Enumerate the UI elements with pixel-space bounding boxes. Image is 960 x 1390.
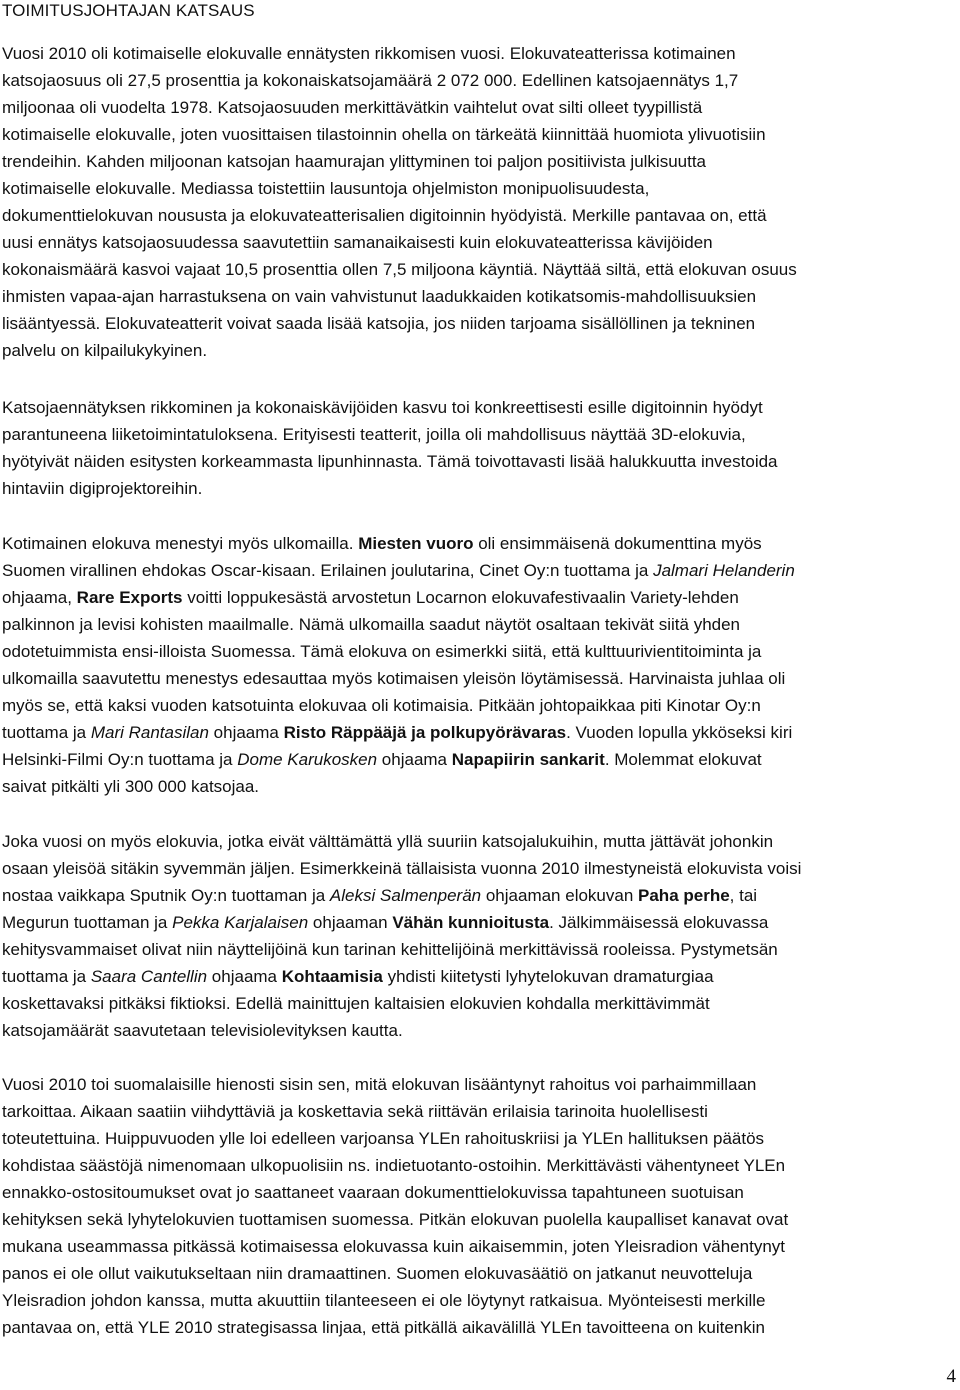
text-line [2,424,746,446]
text-run: osaan yleisöä sitäkin syvemmän jäljen. Esimerkkeinä tällaisista vuonna 2010 ilmestyneistä elokuvista voisi [2,859,802,878]
text-line [2,232,713,254]
text-run: ohjaaman [308,913,393,932]
text-line [2,1290,766,1312]
text-run: voitti loppukesästä arvostetun Locarnon elokuvafestivaalin Variety-lehden [182,588,739,607]
text-run: Yleisradion johdon kanssa, mutta akuuttiin tilanteeseen ei ole löytynyt ratkaisua. Myönteisesti merkille [2,1291,766,1310]
text-line [2,912,768,934]
text-line [2,151,706,173]
text-line [2,1236,785,1258]
text-line [2,1209,788,1231]
text-run: palvelu on kilpailukykyinen. [2,341,208,360]
text-line [2,695,761,717]
text-run: saivat pitkälti yli 300 000 katsojaa. [2,777,260,796]
text-line [2,1182,744,1204]
film-title: Rare Exports [76,588,183,607]
text-line [2,259,797,281]
text-line [2,70,738,92]
text-run: . Jälkimmäisessä elokuvassa [549,913,769,932]
text-run: katsojamäärät saavutetaan televisiolevityksen kautta. [2,1021,403,1040]
text-line [2,858,801,880]
text-run: Joka vuosi on myös elokuvia, jotka eivät välttämättä yllä suuriin katsojalukuihin, mutta jättävät johonkin [2,832,774,851]
text-run: Katsojaennätyksen rikkominen ja kokonaiskävijöiden kasvu toi konkreettisesti esille digitoinnin hyödyt [2,398,763,417]
text-run: ohjaama [377,750,452,769]
text-run: . Molemmat elokuvat [604,750,762,769]
text-run: Vuosi 2010 oli kotimaiselle elokuvalle ennätysten rikkomisen vuosi. Elokuvateatterissa kotimainen [2,44,736,63]
director-name: Dome Karukosken [237,750,378,769]
text-run: parantuneena liiketoimintatuloksena. Erityisesti teatterit, joilla oli mahdollisuus näyttää 3D-elokuvia, [2,425,746,444]
film-title: Napapiirin sankarit [451,750,605,769]
text-run: dokumenttielokuvan noususta ja elokuvateatterisalien digitoinnin hyödyistä. Merkille pantavaa on, että [2,206,767,225]
page-number: 4 [946,1366,956,1387]
film-title: Miesten vuoro [358,534,474,553]
text-run: kotimaiselle elokuvalle. Mediassa toistettiin lausuntoja ohjelmiston monipuolisuudesta, [2,179,650,198]
text-run: ennakko-ostositoumukset ovat jo saattaneet vaaraan dokumenttielokuvissa tapahtuneen suotuisan [2,1183,744,1202]
text-line [2,966,714,988]
director-name: Aleksi Salmenperän [329,886,482,905]
text-line [2,43,736,65]
text-run: tarkoittaa. Aikaan saatiin viihdyttäviä ja koskettavia sekä riittävän erilaisia tarinoita huolellisesti [2,1102,708,1121]
text-run: kohdistaa säästöjä nimenomaan ulkopuolisiin ns. indietuotanto-ostoihin. Merkittävästi vähentyneet YLEn [2,1156,786,1175]
text-run: myös se, että kaksi vuoden katsotuinta elokuvaa oli kotimaisia. Pitkään johtopaikkaa piti Kinotar Oy:n [2,696,761,715]
text-line [2,776,259,798]
director-name: Saara Cantellin [90,967,208,986]
text-run: Suomen virallinen ehdokas Oscar-kisaan. Erilainen joulutarina, Cinet Oy:n tuottama ja [2,561,654,580]
director-name: Pekka Karjalaisen [172,913,309,932]
text-line [2,668,785,690]
director-name: Jalmari Helanderin [653,561,795,580]
text-run: mukana useammassa pitkässä kotimaisessa elokuvassa kuin aikaisemmin, joten Yleisradion vähentynyt [2,1237,786,1256]
text-run: nostaa vaikkapa Sputnik Oy:n tuottaman ja [2,886,330,905]
text-run: ohjaaman elokuvan [481,886,639,905]
text-run: ohjaama [207,967,282,986]
film-title: Kohtaamisia [281,967,383,986]
text-run: , tai [729,886,758,905]
text-run: kokonaismäärä kasvoi vajaat 10,5 prosenttia ollen 7,5 miljoona käyntiä. Näyttää siltä, että elokuvan osuus [2,260,797,279]
text-run: tuottama ja [2,723,91,742]
text-run: ohjaama, [2,588,77,607]
text-run: trendeihin. Kahden miljoonan katsojan haamurajan ylittyminen toi paljon positiivista julkisuutta [2,152,707,171]
text-line [2,397,763,419]
text-line [2,939,778,961]
text-line [2,340,207,362]
text-run: Megurun tuottaman ja [2,913,173,932]
text-run: uusi ennätys katsojaosuudessa saavutettiin samanaikaisesti kuin elokuvateatterissa kävijöiden [2,233,713,252]
text-run: Vuosi 2010 toi suomalaisille hienosti sisin sen, mitä elokuvan lisääntynyt rahoitus voi parhaimmillaan [2,1075,757,1094]
text-line [2,587,739,609]
text-run: kotimaiselle elokuvalle, joten vuosittaisen tilastoinnin ohella on tärkeätä kiinnittää huomiota ylivuotisiin [2,125,766,144]
text-line [2,124,766,146]
text-line [2,286,756,308]
text-line [2,178,649,200]
text-line [2,993,710,1015]
text-run: katsojaosuus oli 27,5 prosenttia ja kokonaiskatsojamäärä 2 072 000. Edellinen katsojaennätys 1,7 [2,71,739,90]
text-line [2,97,702,119]
text-run: lisääntyessä. Elokuvateatterit voivat saada lisää katsojia, jos niiden tarjoama sisällöllinen ja tekninen [2,314,756,333]
text-run: hyötyivät näiden esitysten korkeammasta lipunhinnasta. Tämä toivottavasti lisää halukkuutta investoida [2,452,778,471]
text-run: odotetuimmista ensi-illoista Suomessa. Tämä elokuva on esimerkki siitä, että kulttuurivientitoiminta ja [2,642,762,661]
text-run: miljoonaa oli vuodelta 1978. Katsojaosuuden merkittävätkin vaihtelut ovat silti olleet tyypillistä [2,98,703,117]
text-run: kehityksen sekä lyhytelokuvien tuottamisen suomessa. Pitkän elokuvan puolella kaupalliset kanavat ovat [2,1210,789,1229]
film-title: Paha perhe [638,886,730,905]
text-run: oli ensimmäisenä dokumenttina myös [473,534,762,553]
text-line [2,1263,752,1285]
text-run: Helsinki-Filmi Oy:n tuottama ja [2,750,238,769]
text-run: panos ei ole ollut vaikutukseltaan niin dramaattinen. Suomen elokuvasäätiö on jatkanut neuvotteluja [2,1264,753,1283]
text-run: ohjaama [208,723,284,742]
text-line [2,749,762,771]
text-run: pantavaa on, että YLE 2010 strategisassa linjaa, että pitkällä aikavälillä YLEn tavoitteena on kuitenkin [2,1318,765,1337]
text-line [2,614,740,636]
text-line [2,205,767,227]
text-run: Kotimainen elokuva menestyi myös ulkomailla. [2,534,359,553]
text-run: hintaviin digiprojektoreihin. [2,479,203,498]
text-run: ulkomailla saavutettu menestys edesauttaa myös kotimaisen yleisön löytämisessä. Harvinaista juhlaa oli [2,669,786,688]
film-title: Risto Räppääjä ja polkupyörävaras [283,723,567,742]
film-title: Vähän kunnioitusta [392,913,550,932]
text-line [2,1020,403,1042]
text-line [2,885,757,907]
text-line [2,1101,708,1123]
text-line [2,831,773,853]
text-run: palkinnon ja levisi kohisten maailmalle. Nämä ulkomailla saadut näytöt osaltaan tekivät siitä yhden [2,615,741,634]
text-line [2,1128,764,1150]
text-line [2,641,761,663]
text-line [2,451,778,473]
text-run: kehitysvammaiset olivat niin näyttelijöinä kun tarinan kehittelijöinä merkittävissä rooleissa. Pystymetsän [2,940,778,959]
text-run: . Vuoden lopulla ykköseksi kiri [566,723,793,742]
text-line [2,313,755,335]
text-line [2,1074,756,1096]
text-line [2,533,762,555]
text-line [2,722,792,744]
text-run: tuottama ja [2,967,91,986]
text-run: koskettavaksi pitkäksi fiktioksi. Edellä mainittujen kaltaisien elokuvien kohdalla merkittävimmät [2,994,710,1013]
page-heading: TOIMITUSJOHTAJAN KATSAUS [2,1,255,20]
text-run: toteutettuina. Huippuvuoden ylle loi edelleen varjoansa YLEn rahoituskriisi ja YLEn hallituksen päätös [2,1129,765,1148]
text-run: ihmisten vapaa-ajan harrastuksena on vain vahvistunut laadukkaiden kotikatsomis-mahdollisuuksien [2,287,757,306]
text-run: yhdisti kiitetysti lyhytelokuvan dramaturgiaa [382,967,714,986]
text-line [2,1155,785,1177]
text-line [2,1317,765,1339]
text-line [2,560,795,582]
director-name: Mari Rantasilan [90,723,209,742]
text-line [2,478,202,500]
